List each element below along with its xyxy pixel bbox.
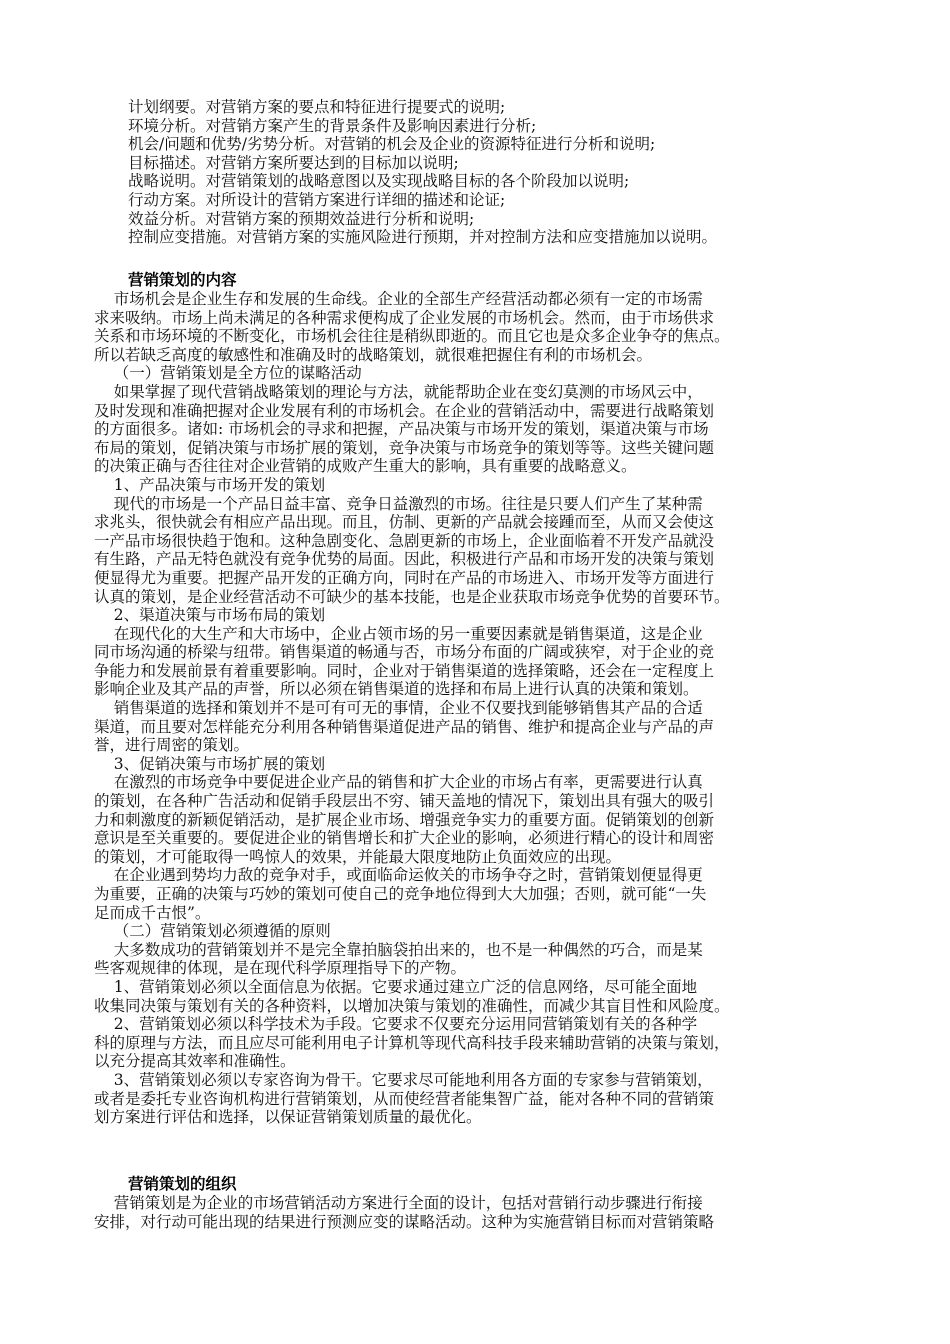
text-line: 1、产品决策与市场开发的策划 bbox=[94, 475, 326, 494]
text-line: 为重要，正确的决策与巧妙的策划可使自己的竞争地位得到大大加强；否则，就可能“一失 bbox=[94, 885, 707, 903]
text-line: 布局的策划，促销决策与市场扩展的策划，竞争决策与市场竞争的策划等等。这些关键问题 bbox=[94, 438, 715, 457]
section-heading-organization: 营销策划的组织 bbox=[128, 1175, 237, 1193]
text-line: 一产品市场很快趋于饱和。这种急剧变化、急剧更新的市场上，企业面临着不开发产品就没 bbox=[94, 531, 715, 550]
list-item: 环境分析。对营销方案产生的背景条件及影响因素进行分析; bbox=[128, 116, 537, 135]
text-line: 以充分提高其效率和准确性。 bbox=[94, 1052, 296, 1071]
text-line: 同市场沟通的桥梁与纽带。销售渠道的畅通与否，市场分布面的广阔或狭窄，对于企业的竞 bbox=[94, 643, 715, 662]
text-line: 在激烈的市场竞争中要促进企业产品的销售和扩大企业的市场占有率，更需要进行认真 bbox=[94, 773, 703, 792]
text-line: 足而成千古恨”。 bbox=[94, 903, 211, 922]
text-line: 营销策划是为企业的市场营销活动方案进行全面的设计，包括对营销行动步骤进行衔接 bbox=[94, 1194, 703, 1212]
text-line: 求兆头，很快就会有相应产品出现。而且，仿制、更新的产品就会接踵而至，从而又会使这 bbox=[94, 513, 715, 532]
text-line: 关系和市场环境的不断变化，市场机会往往是稍纵即逝的。而且它也是众多企业争夺的焦点。 bbox=[94, 327, 730, 346]
list-item: 目标描述。对营销方案所要达到的目标加以说明; bbox=[128, 153, 459, 172]
text-line: 认真的策划，是企业经营活动不可缺少的基本技能，也是企业获取市场竞争优势的首要环节。 bbox=[94, 587, 730, 606]
text-line: 安排，对行动可能出现的结果进行预测应变的谋略活动。这种为实施营销目标而对营销策略 bbox=[94, 1212, 715, 1231]
text-line: 在企业遇到势均力敌的竞争对手，或面临命运攸关的市场争夺之时，营销策划便显得更 bbox=[94, 866, 703, 885]
text-line: 如果掌握了现代营销战略策划的理论与方法，就能帮助企业在变幻莫测的市场风云中， bbox=[94, 382, 703, 401]
list-item: 效益分析。对营销方案的预期效益进行分析和说明; bbox=[128, 209, 475, 228]
text-line: 或者是委托专业咨询机构进行营销策划，从而使经营者能集智广益，能对各种不同的营销策 bbox=[94, 1089, 715, 1108]
text-line: 影响企业及其产品的声誉，所以必须在销售渠道的选择和布局上进行认真的决策和策划。 bbox=[94, 680, 699, 699]
text-line: 1、营销策划必须以全面信息为依据。它要求通过建立广泛的信息网络，尽可能全面地 bbox=[94, 977, 698, 996]
text-line: 的策划，才可能取得一鸣惊人的效果，并能最大限度地防止负面效应的出现。 bbox=[94, 847, 622, 866]
text-line: 3、营销策划必须以专家咨询为骨干。它要求尽可能地利用各方面的专家参与营销策划， bbox=[94, 1070, 713, 1089]
text-line: 2、渠道决策与市场布局的策划 bbox=[94, 606, 326, 625]
text-line: 争能力和发展前景有着重要影响。同时，企业对于销售渠道的选择策略，还会在一定程度上 bbox=[94, 661, 715, 680]
text-line: 及时发现和准确把握对企业发展有利的市场机会。在企业的营销活动中，需要进行战略策划 bbox=[94, 401, 715, 420]
text-line: 渠道，而且要对怎样能充分利用各种销售渠道促进产品的销售、维护和提高企业与产品的声 bbox=[94, 717, 715, 736]
section-body-content bbox=[94, 290, 856, 1127]
text-line: 大多数成功的营销策划并不是完全靠拍脑袋拍出来的，也不是一种偶然的巧合，而是某 bbox=[94, 940, 703, 959]
text-line: 收集同决策与策划有关的各种资料，以增加决策与策划的准确性，而减少其盲目性和风险度。 bbox=[94, 996, 730, 1015]
text-line: 的方面很多。诸如: 市场机会的寻求和把握，产品决策与市场开发的策划，渠道决策与市场 bbox=[94, 420, 709, 439]
list-item: 计划纲要。对营销方案的要点和特征进行提要式的说明; bbox=[128, 98, 506, 116]
text-line: 意识是至关重要的。要促进企业的销售增长和扩大企业的影响，必须进行精心的设计和周密 bbox=[94, 829, 715, 848]
text-line: 现代的市场是一个产品日益丰富、竞争日益激烈的市场。往往是只要人们产生了某种需 bbox=[94, 494, 703, 513]
list-item: 行动方案。对所设计的营销方案进行详细的描述和论证; bbox=[128, 190, 506, 209]
text-line: （一）营销策划是全方位的谋略活动 bbox=[94, 364, 362, 383]
text-line: 划方案进行评估和选择，以保证营销策划质量的最优化。 bbox=[94, 1108, 482, 1127]
section-heading-content: 营销策划的内容 bbox=[128, 271, 237, 289]
text-line: 3、促销决策与市场扩展的策划 bbox=[94, 754, 326, 773]
text-line: 所以若缺乏高度的敏感性和准确及时的战略策划，就很难把握住有利的市场机会。 bbox=[94, 345, 653, 364]
text-line: 誉，进行周密的策划。 bbox=[94, 736, 250, 755]
text-line: 在现代化的大生产和大市场中，企业占领市场的另一重要因素就是销售渠道，这是企业 bbox=[94, 624, 703, 643]
list-item: 机会/问题和优势/劣势分析。对营销的机会及企业的资源特征进行分析和说明; bbox=[128, 135, 656, 154]
text-line: 便显得尤为重要。把握产品开发的正确方向，同时在产品的市场进入、市场开发等方面进行 bbox=[94, 568, 715, 587]
text-line: 销售渠道的选择和策划并不是可有可无的事情，企业不仅要找到能够销售其产品的合适 bbox=[94, 699, 703, 718]
plan-outline-list bbox=[94, 98, 856, 247]
text-line: （二）营销策划必须遵循的原则 bbox=[94, 922, 331, 941]
text-line: 2、营销策划必须以科学技术为手段。它要求不仅要充分运用同营销策划有关的各种学 bbox=[94, 1015, 698, 1034]
text-line: 力和刺激度的新颖促销活动，是扩展企业市场、增强竞争实力的重要方面。促销策划的创新 bbox=[94, 810, 715, 829]
text-line: 的策划，在各种广告活动和促销手段层出不穷、铺天盖地的情况下，策划出具有强大的吸引 bbox=[94, 792, 715, 811]
text-line: 求来吸纳。市场上尚未满足的各种需求便构成了企业发展的市场机会。然而，由于市场供求 bbox=[94, 308, 715, 327]
section-body-organization bbox=[94, 1194, 856, 1231]
text-line: 市场机会是企业生存和发展的生命线。企业的全部生产经营活动都必须有一定的市场需 bbox=[94, 290, 703, 308]
list-item: 战略说明。对营销策划的战略意图以及实现战略目标的各个阶段加以说明; bbox=[128, 172, 630, 191]
text-line: 些客观规律的体现，是在现代科学原理指导下的产物。 bbox=[94, 959, 467, 978]
text-line: 有生路，产品无特色就没有竞争优势的局面。因此，积极进行产品和市场开发的决策与策划 bbox=[94, 550, 715, 569]
text-line: 的决策正确与否往往对企业营销的成败产生重大的影响，具有重要的战略意义。 bbox=[94, 457, 637, 476]
text-line: 科的原理与方法，而且应尽可能利用电子计算机等现代高科技手段来辅助营销的决策与策划， bbox=[94, 1033, 730, 1052]
list-item: 控制应变措施。对营销方案的实施风险进行预期，并对控制方法和应变措施加以说明。 bbox=[128, 228, 718, 247]
